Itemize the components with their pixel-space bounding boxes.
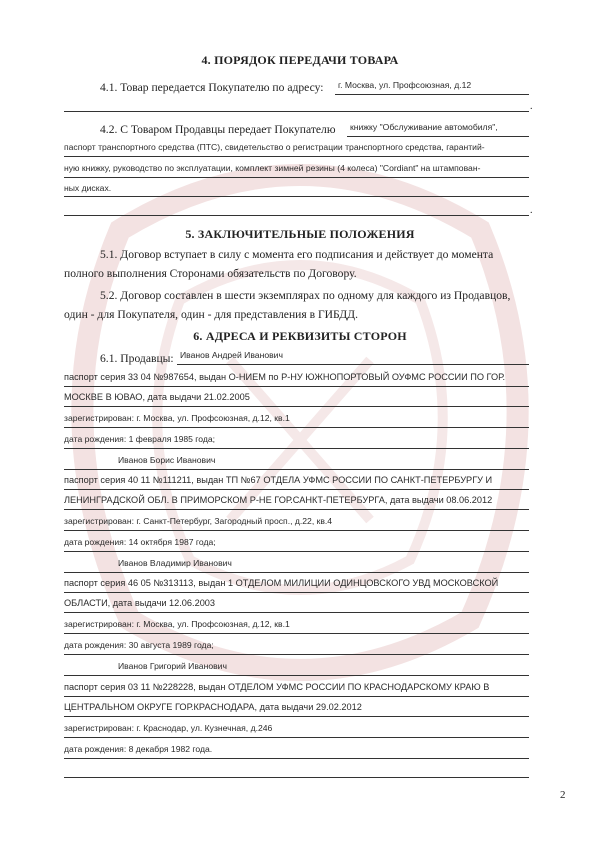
fill-line <box>64 177 529 178</box>
section-4-heading: 4. ПОРЯДОК ПЕРЕДАЧИ ТОВАРА <box>201 53 399 67</box>
fill-line <box>64 406 529 407</box>
fill-line <box>64 386 529 387</box>
seller-4-passport-1: паспорт серия 03 11 №228228, выдан ОТДЕЛОМ УФМС РОССИИ ПО КРАСНОДАРСКОМУ КРАЮ В <box>64 682 490 692</box>
clause-5-1-line-2: полного выполнения Сторонами обязательств по Договору. <box>64 267 357 280</box>
fill-line <box>64 551 529 552</box>
clause-5-2-line-1: 5.2. Договор составлен в шести экземплярах по одному для каждого из Продавцов, <box>100 289 511 302</box>
clause-5-2-line-2: один - для Покупателя, один - для представления в ГИБДД. <box>64 308 358 321</box>
fill-line <box>64 777 529 778</box>
fill-line <box>64 156 529 157</box>
fill-line <box>64 530 529 531</box>
section-5-heading: 5. ЗАКЛЮЧИТЕЛЬНЫЕ ПОЛОЖЕНИЯ <box>185 227 415 241</box>
fill-line <box>64 716 529 717</box>
seller-4-name: Иванов Григорий Иванович <box>118 661 227 671</box>
fill-line <box>64 215 529 216</box>
fill-line <box>335 94 529 95</box>
fill-line <box>64 111 529 112</box>
fill-line <box>64 592 529 593</box>
clause-6-1-label: 6.1. Продавцы: <box>100 352 174 365</box>
seller-3-birth: дата рождения: 30 августа 1989 года; <box>64 640 214 650</box>
fill-line <box>64 572 529 573</box>
seller-3-passport-2: ОБЛАСТИ, дата выдачи 12.06.2003 <box>64 598 216 608</box>
clause-5-1-line-1: 5.1. Договор вступает в силу с момента его подписания и действует до момента <box>100 248 494 261</box>
seller-3-name: Иванов Владимир Иванович <box>118 558 232 568</box>
seller-4-passport-2: ЦЕНТРАЛЬНОМ ОКРУГЕ ГОР.КРАСНОДАРА, дата выдачи 29.02.2012 <box>64 702 362 712</box>
fill-line <box>64 489 529 490</box>
fill-line <box>64 654 529 655</box>
seller-1-passport-1: паспорт серия 33 04 №987654, выдан О-НИЕМ по Р-НУ ЮЖНОПОРТОВЫЙ ОУФМС РОССИИ ПО ГОР. <box>64 372 506 382</box>
fill-line <box>177 364 529 365</box>
clause-4-2-fill-3: ную книжку, руководство по эксплуатации, комплект зимней резины (4 колеса) "Cordiant" на штампован- <box>64 163 481 173</box>
fill-line <box>64 696 529 697</box>
seller-3-registered: зарегистрирован: г. Москва, ул. Профсоюзная, д.12, кв.1 <box>64 619 290 629</box>
seller-2-passport-2: ЛЕНИНГРАДСКОЙ ОБЛ. В ПРИМОРСКОМ Р-НЕ ГОР.САНКТ-ПЕТЕРБУРГА, дата выдачи 08.06.2012 <box>64 495 493 505</box>
seller-2-passport-1: паспорт серия 40 11 №111211, выдан ТП №67 ОТДЕЛА УФМС РОССИИ ПО САНКТ-ПЕТЕРБУРГУ И <box>64 475 493 485</box>
seller-1-name: Иванов Андрей Иванович <box>180 350 283 360</box>
fill-line <box>64 737 529 738</box>
fill-line <box>64 612 529 613</box>
fill-line <box>64 758 529 759</box>
page-number: 2 <box>560 789 566 801</box>
seller-4-registered: зарегистрирован: г. Краснодар, ул. Кузнечная, д.246 <box>64 723 273 733</box>
fill-line <box>64 196 529 197</box>
fill-line <box>64 427 529 428</box>
clause-4-1-address: г. Москва, ул. Профсоюзная, д.12 <box>338 80 472 90</box>
seller-1-registered: зарегистрирован: г. Москва, ул. Профсоюзная, д.12, кв.1 <box>64 413 290 423</box>
seller-3-passport-1: паспорт серия 46 05 №313113, выдан 1 ОТДЕЛОМ МИЛИЦИИ ОДИНЦОВСКОГО УВД МОСКОВСКОЙ <box>64 578 499 588</box>
fill-line <box>64 509 529 510</box>
section-6-heading: 6. АДРЕСА И РЕКВИЗИТЫ СТОРОН <box>193 329 407 343</box>
fill-line <box>347 136 529 137</box>
seller-4-birth: дата рождения: 8 декабря 1982 года. <box>64 744 213 754</box>
fill-line <box>64 675 529 676</box>
fill-line <box>64 469 529 470</box>
seller-1-passport-2: МОСКВЕ В ЮВАО, дата выдачи 21.02.2005 <box>64 392 250 402</box>
period-mark: . <box>530 205 533 216</box>
period-mark: . <box>530 101 533 112</box>
clause-4-2-fill-1: книжку "Обслуживание автомобиля", <box>350 122 498 132</box>
seller-1-birth: дата рождения: 1 февраля 1985 года; <box>64 434 216 444</box>
clause-4-2-fill-2: паспорт транспортного средства (ПТС), свидетельство о регистрации транспортного средства, гарантий- <box>64 142 485 152</box>
clause-4-2-fill-4: ных дисках. <box>64 183 112 193</box>
fill-line <box>64 633 529 634</box>
seller-2-birth: дата рождения: 14 октября 1987 года; <box>64 537 216 547</box>
clause-4-1-text: 4.1. Товар передается Покупателю по адресу: <box>100 81 324 94</box>
clause-4-2-text: 4.2. С Товаром Продавцы передает Покупателю <box>100 123 336 136</box>
seller-2-name: Иванов Борис Иванович <box>118 455 216 465</box>
seller-2-registered: зарегистрирован: г. Санкт-Петербург, Загородный просп., д.22, кв.4 <box>64 516 333 526</box>
fill-line <box>64 448 529 449</box>
